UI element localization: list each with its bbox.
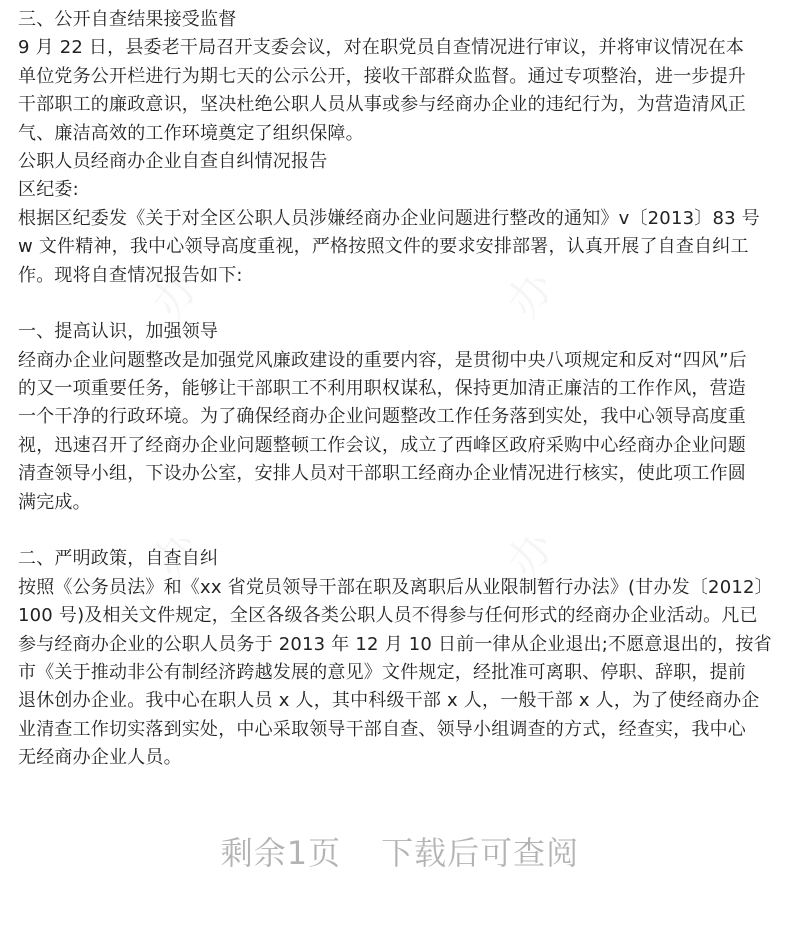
report-title: 公职人员经商办企业自查自纠情况报告 [18, 150, 328, 172]
paragraph-line: 业清查工作切实落到实处，中心采取领导干部自查、领导小组调查的方式，经查实，我中心 [18, 718, 746, 740]
blank-line [18, 517, 786, 545]
paragraph-line: 单位党务公开栏进行为期七天的公示公开，接收干部群众监督。通过专项整治，进一步提升 [18, 65, 746, 87]
remaining-pages-label: 剩余1页 [220, 834, 342, 872]
paragraph-line: 气、廉洁高效的工作环境奠定了组织保障。 [18, 122, 364, 144]
paragraph-line: 清查领导小组，下设办公室，安排人员对干部职工经商办企业情况进行核实，使此项工作圆 [18, 463, 746, 485]
paragraph-line: w 文件精神，我中心领导高度重视，严格按照文件的要求安排部署，认真开展了自查自纠工 [18, 236, 749, 258]
section-heading: 二、严明政策，自查自纠 [18, 548, 219, 570]
section-heading: 三、公开自查结果接受监督 [18, 9, 237, 30]
paragraph-line: 退休创办企业。我中心在职人员 x 人，其中科级干部 x 人，一般干部 x 人，为了使经商办企 [18, 690, 760, 712]
paragraph-line: 一个干净的行政环境。为了确保经商办企业问题整改工作任务落到实处，我中心领导高度重 [18, 406, 746, 428]
section-heading: 一、提高认识，加强领导 [18, 321, 219, 343]
paragraph-line: 作。现将自查情况报告如下: [18, 264, 243, 286]
paragraph-line: 满完成。 [18, 491, 91, 513]
blank-line [18, 290, 786, 318]
paragraph-line: 的又一项重要任务，能够让干部职工不利用职权谋私，保持更加清正廉洁的工作作风，营造 [18, 378, 746, 400]
document-body [18, 6, 786, 773]
paragraph-line: 市《关于推动非公有制经济跨越发展的意见》文件规定，经批准可离职、停职、辞职，提前 [18, 661, 746, 683]
paragraph-line: 无经商办企业人员。 [18, 747, 182, 769]
paragraph-line: 干部职工的廉政意识，坚决杜绝公职人员从事或参与经商办企业的违纪行为，为营造清风正 [18, 94, 746, 116]
paragraph-line: 视，迅速召开了经商办企业问题整顿工作会议，成立了西峰区政府采购中心经商办企业问题 [18, 434, 746, 456]
paragraph-line: 参与经商办企业的公职人员务于 2013 年 12 月 10 日前一律从企业退出;不愿意退出的，按省 [18, 633, 772, 655]
salutation: 区纪委: [18, 179, 79, 201]
download-prompt[interactable] [0, 828, 800, 874]
paragraph-line: 根据区纪委发《关于对全区公职人员涉嫌经商办企业问题进行整改的通知》v〔2013〕83 号 [18, 207, 760, 229]
paragraph-line: 按照《公务员法》和《xx 省党员领导干部在职及离职后从业限制暂行办法》(甘办发〔2012〕 [18, 576, 773, 598]
download-to-view-label: 下载后可查阅 [381, 834, 580, 872]
paragraph-line: 经商办企业问题整改是加强党风廉政建设的重要内容，是贯彻中央八项规定和反对“四风”后 [18, 349, 747, 371]
paragraph-line: 9 月 22 日，县委老干局召开支委会议，对在职党员自查情况进行审议，并将审议情况在本 [18, 37, 745, 59]
paragraph-line: 100 号)及相关文件规定，全区各级各类公职人员不得参与任何形式的经商办企业活动。凡已 [18, 605, 758, 627]
